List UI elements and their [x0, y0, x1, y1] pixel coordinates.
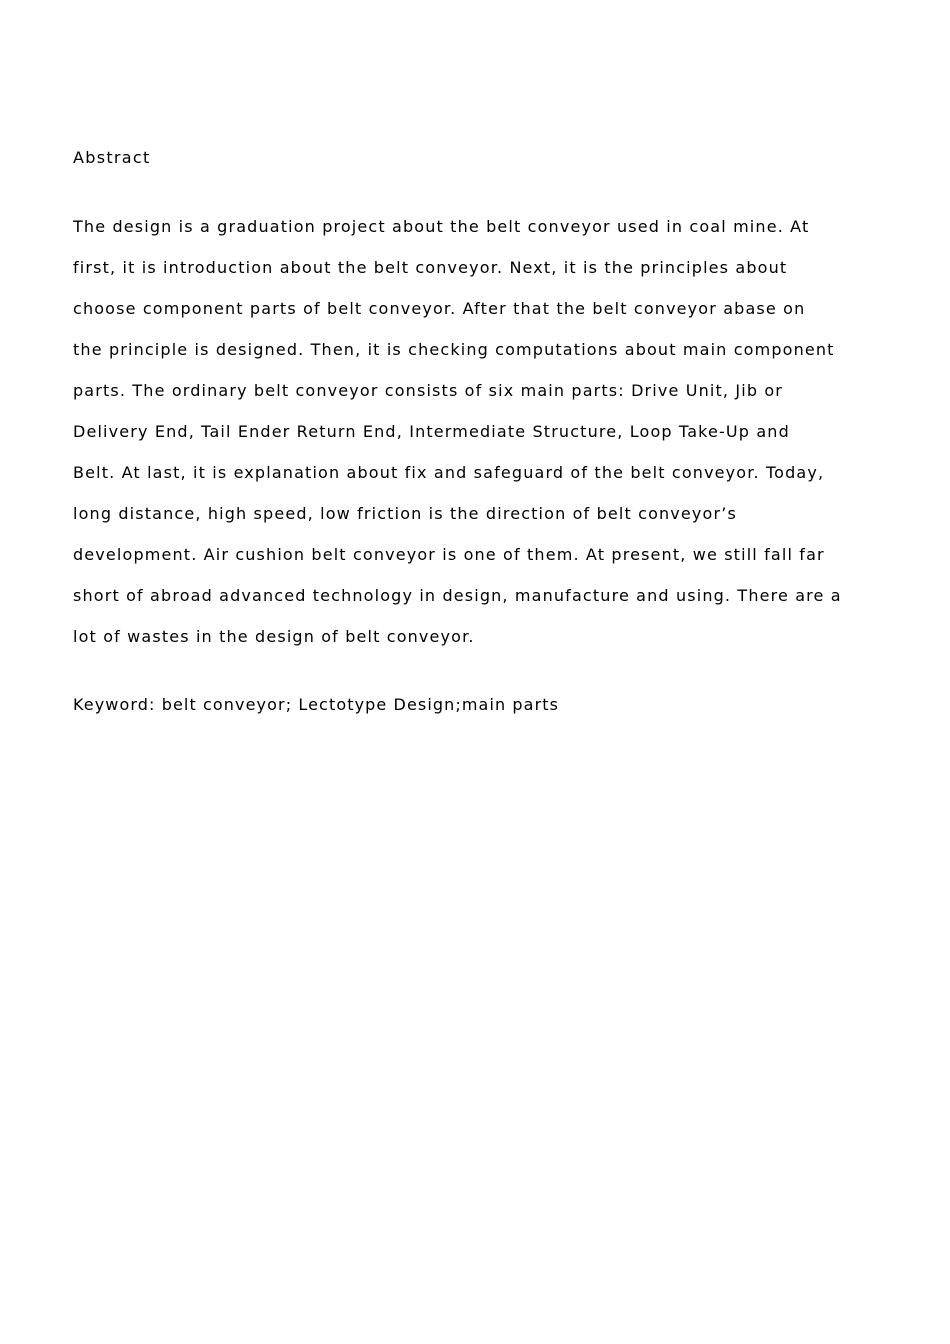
abstract-paragraph [73, 206, 888, 657]
abstract-line: the principle is designed. Then, it is checking computations about main component [73, 340, 835, 359]
abstract-line: Delivery End, Tail Ender Return End, Intermediate Structure, Loop Take-Up and [73, 422, 790, 441]
abstract-line: Belt. At last, it is explanation about fix and safeguard of the belt conveyor. Today, [73, 463, 825, 482]
abstract-line: choose component parts of belt conveyor. After that the belt conveyor abase on [73, 299, 806, 318]
abstract-line: parts. The ordinary belt conveyor consists of six main parts: Drive Unit, Jib or [73, 381, 784, 400]
abstract-line: first, it is introduction about the belt conveyor. Next, it is the principles about [73, 258, 788, 277]
abstract-line: lot of wastes in the design of belt conveyor. [73, 627, 475, 646]
abstract-heading: Abstract [73, 148, 151, 167]
keywords-line: Keyword: belt conveyor; Lectotype Design;main parts [73, 695, 560, 714]
abstract-section [73, 146, 888, 717]
abstract-line: development. Air cushion belt conveyor is one of them. At present, we still fall far [73, 545, 825, 564]
abstract-line: The design is a graduation project about the belt conveyor used in coal mine. At [73, 217, 810, 236]
abstract-line: short of abroad advanced technology in design, manufacture and using. There are a [73, 586, 842, 605]
abstract-line: long distance, high speed, low friction is the direction of belt conveyor’s [73, 504, 737, 523]
